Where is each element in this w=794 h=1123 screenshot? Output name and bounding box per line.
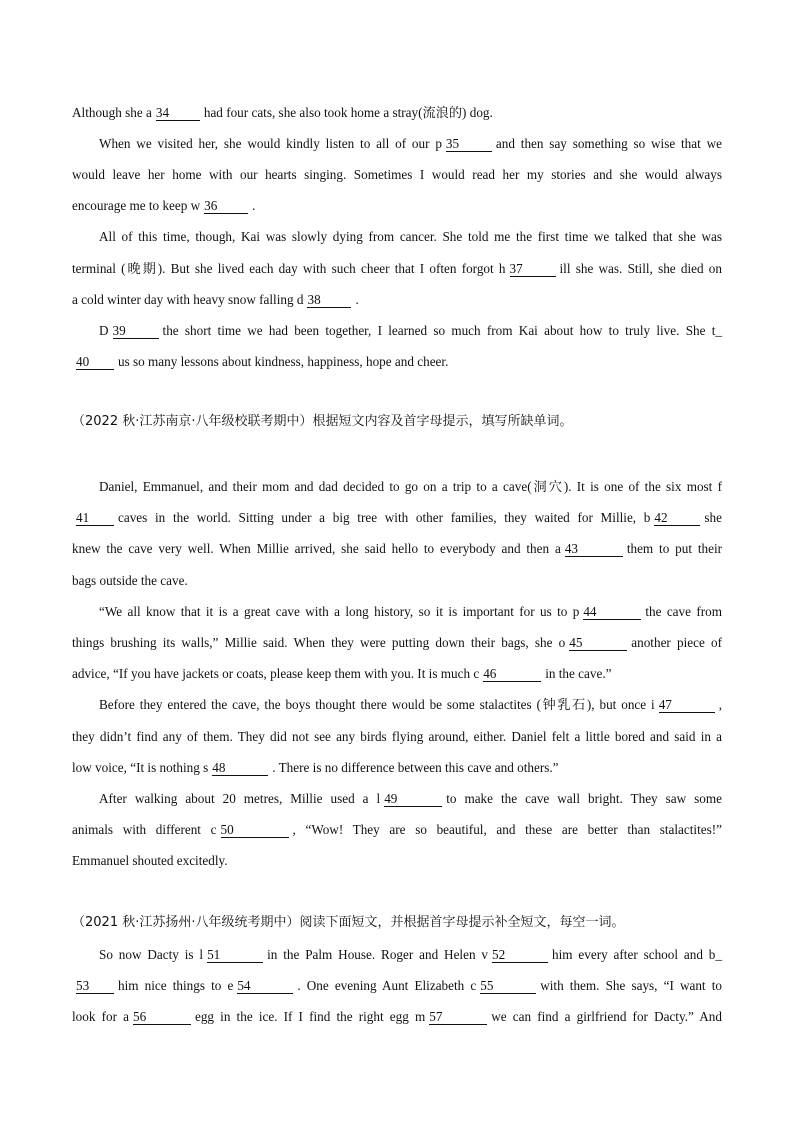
text-segment: , — [718, 697, 722, 712]
answer-blank-35[interactable]: 35 — [446, 136, 492, 152]
text-segment: they didn’t find any of them. They did not see any birds flying around, either. Daniel felt a little bored and said in a — [72, 729, 722, 744]
text-segment: . One evening Aunt Elizabeth c — [297, 978, 477, 993]
answer-blank-54[interactable]: 54 — [237, 978, 293, 994]
text-line — [72, 540, 722, 558]
text-line — [72, 977, 722, 995]
text-segment: ill she was. Still, she died on — [559, 261, 722, 276]
text-line — [99, 946, 722, 964]
text-segment: All of this time, though, Kai was slowly dying from cancer. She told me the first time we talked that she was — [99, 229, 722, 244]
text-segment: them to put their — [626, 541, 722, 556]
text-segment: After walking about 20 metres, Millie used a l — [99, 791, 381, 806]
answer-blank-56[interactable]: 56 — [133, 1009, 191, 1025]
text-line — [99, 696, 722, 714]
answer-blank-55[interactable]: 55 — [480, 978, 536, 994]
answer-blank-57[interactable]: 57 — [429, 1009, 487, 1025]
text-segment: knew the cave very well. When Millie arrived, she said hello to everybody and then a — [72, 541, 561, 556]
text-line — [99, 135, 722, 153]
text-line — [72, 291, 722, 309]
answer-blank-46[interactable]: 46 — [483, 666, 541, 682]
text-line — [72, 197, 722, 215]
text-segment: in the Palm House. Roger and Helen v — [267, 947, 489, 962]
text-segment: him nice things to e — [118, 978, 234, 993]
text-segment: Although she a — [72, 105, 152, 120]
text-segment: a cold winter day with heavy snow falling d — [72, 292, 304, 307]
answer-blank-50[interactable]: 50 — [221, 822, 289, 838]
text-segment: terminal (晚期). But she lived each day with such cheer that I often forgot h — [72, 261, 506, 276]
text-segment: him every after school and b_ — [552, 947, 722, 962]
text-segment: , “Wow! They are so beautiful, and these are better than stalactites!” — [292, 822, 722, 837]
text-segment: . — [252, 198, 256, 213]
text-segment: to make the cave wall bright. They saw some — [446, 791, 722, 806]
answer-blank-40[interactable]: 40 — [76, 354, 114, 370]
text-line — [99, 322, 722, 340]
text-line — [72, 665, 722, 683]
text-segment: we can find a girlfriend for Dacty.” And — [491, 1009, 722, 1024]
text-line — [72, 509, 722, 527]
answer-blank-49[interactable]: 49 — [384, 791, 442, 807]
text-segment: low voice, “It is nothing s — [72, 760, 209, 775]
text-segment: another piece of — [631, 635, 722, 650]
answer-blank-51[interactable]: 51 — [207, 947, 263, 963]
text-line — [72, 634, 722, 652]
text-line — [72, 260, 722, 278]
text-line — [99, 228, 722, 246]
text-segment: things brushing its walls,” Millie said. When they were putting down their bags, she o — [72, 635, 566, 650]
text-line — [99, 478, 722, 496]
text-line — [72, 572, 722, 590]
text-line — [99, 790, 722, 808]
text-segment: When we visited her, she would kindly listen to all of our p — [99, 136, 442, 151]
text-segment: bags outside the cave. — [72, 573, 188, 588]
text-line — [72, 104, 722, 122]
answer-blank-48[interactable]: 48 — [212, 760, 268, 776]
text-segment: with them. She says, “I want to — [540, 978, 722, 993]
answer-blank-41[interactable]: 41 — [76, 510, 114, 526]
answer-blank-52[interactable]: 52 — [492, 947, 548, 963]
text-segment: the cave from — [645, 604, 722, 619]
text-line — [72, 1008, 722, 1026]
answer-blank-43[interactable]: 43 — [565, 541, 623, 557]
answer-blank-39[interactable]: 39 — [113, 323, 159, 339]
text-segment: the short time we had been together, I learned so much from Kai about how to truly live. She t_ — [162, 323, 722, 338]
text-line — [72, 728, 722, 746]
text-segment: . — [355, 292, 359, 307]
answer-blank-53[interactable]: 53 — [76, 978, 114, 994]
text-segment: So now Dacty is l — [99, 947, 204, 962]
section-3-header: （2021 秋·江苏扬州·八年级统考期中）阅读下面短文，并根据首字母提示补全短文，每空一词。 — [72, 915, 625, 930]
answer-blank-38[interactable]: 38 — [307, 292, 351, 308]
text-line — [99, 603, 722, 621]
text-line — [72, 166, 722, 184]
text-line — [72, 353, 722, 371]
section-2-header: （2022 秋·江苏南京·八年级校联考期中）根据短文内容及首字母提示，填写所缺单词。 — [72, 414, 573, 429]
text-segment: us so many lessons about kindness, happiness, hope and cheer. — [118, 354, 449, 369]
text-segment: Before they entered the cave, the boys thought there would be some stalactites (钟乳石), but once i — [99, 697, 655, 712]
text-segment: caves in the world. Sitting under a big tree with other families, they waited for Millie, b — [118, 510, 651, 525]
answer-blank-37[interactable]: 37 — [510, 261, 556, 277]
text-segment: encourage me to keep w — [72, 198, 201, 213]
text-line — [72, 821, 722, 839]
text-segment: she — [704, 510, 722, 525]
text-segment: had four cats, she also took home a stray(流浪的) dog. — [203, 105, 493, 120]
text-segment: advice, “If you have jackets or coats, please keep them with you. It is much c — [72, 666, 480, 681]
text-segment: D — [99, 323, 109, 338]
answer-blank-34[interactable]: 34 — [156, 105, 200, 121]
text-line — [72, 852, 722, 870]
text-segment: . There is no difference between this cave and others.” — [272, 760, 559, 775]
answer-blank-42[interactable]: 42 — [654, 510, 700, 526]
text-segment: and then say something so wise that we — [495, 136, 722, 151]
text-segment: egg in the ice. If I find the right egg m — [194, 1009, 426, 1024]
text-line — [72, 759, 722, 777]
text-segment: look for a — [72, 1009, 129, 1024]
text-segment: Daniel, Emmanuel, and their mom and dad decided to go on a trip to a cave(洞穴). It is one of the six most f — [99, 479, 722, 494]
answer-blank-45[interactable]: 45 — [569, 635, 627, 651]
answer-blank-44[interactable]: 44 — [583, 604, 641, 620]
text-segment: animals with different c — [72, 822, 217, 837]
text-segment: Emmanuel shouted excitedly. — [72, 853, 228, 868]
answer-blank-47[interactable]: 47 — [659, 697, 715, 713]
text-segment: “We all know that it is a great cave with a long history, so it is important for us to p — [99, 604, 580, 619]
text-segment: in the cave.” — [545, 666, 612, 681]
answer-blank-36[interactable]: 36 — [204, 198, 248, 214]
text-segment: would leave her home with our hearts singing. Sometimes I would read her my stories and she would always — [72, 167, 722, 182]
